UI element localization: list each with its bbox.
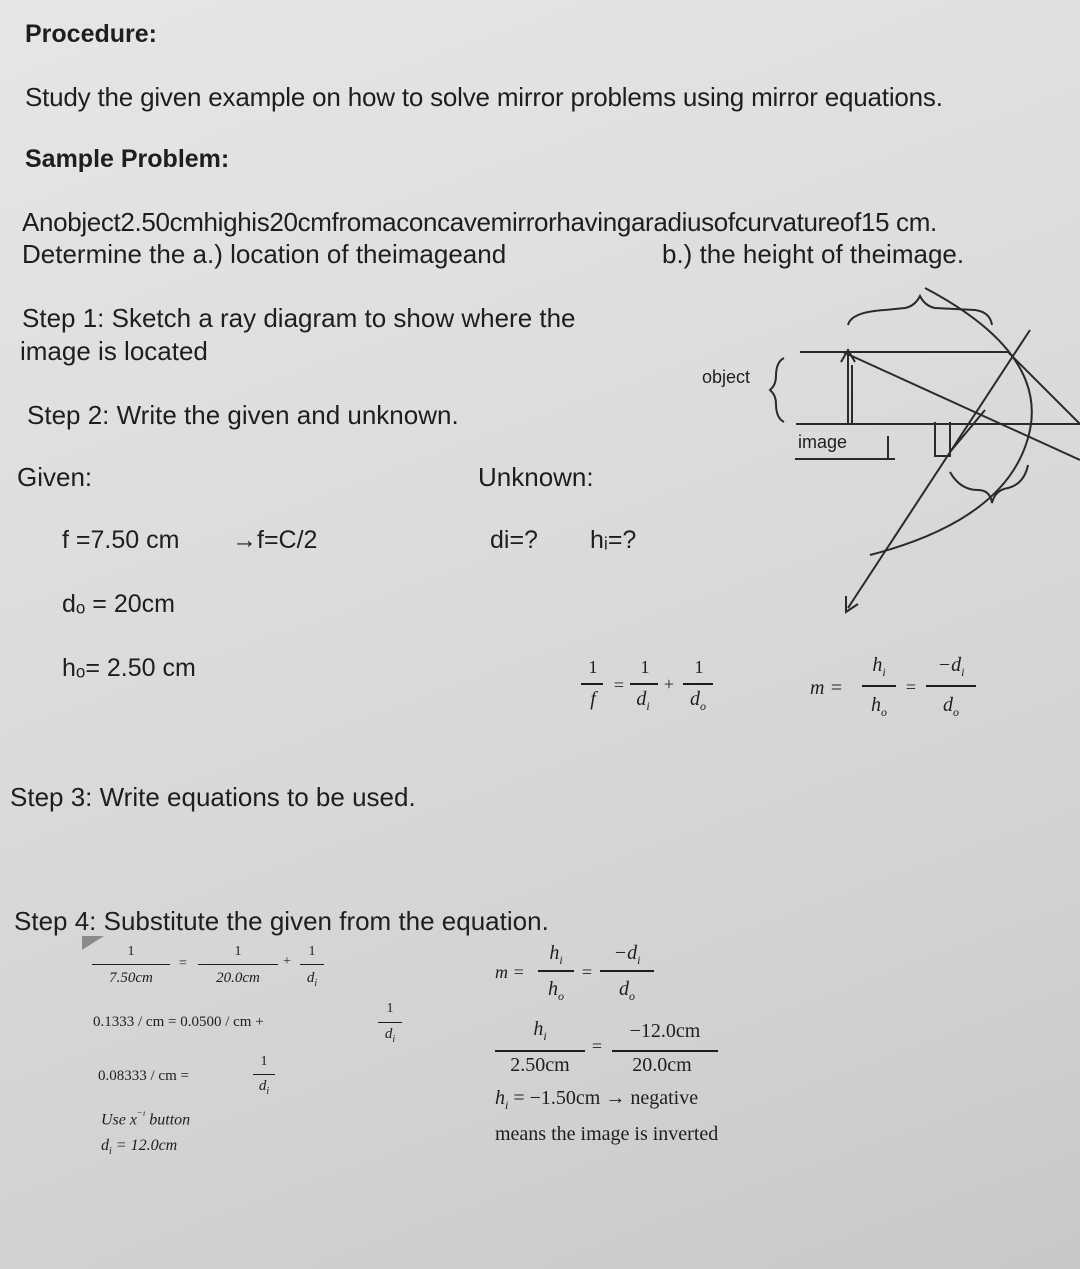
step1-line2: image is located <box>20 336 208 366</box>
procedure-heading: Procedure: <box>25 20 157 48</box>
given-f: f =7.50 cm <box>62 526 180 554</box>
given-do: dₒ = 20cm <box>62 590 175 618</box>
given-f-note: →f=C/2 <box>232 526 318 554</box>
problem-statement-line1: Anobject2.50cmhighis20cmfromaconcavemirrorhavingaradiusofcurvatureof15 cm. <box>22 207 937 237</box>
sample-problem-heading: Sample Problem: <box>25 145 230 173</box>
unknown-hi: hᵢ=? <box>590 526 637 554</box>
reflected-ray <box>848 330 1030 608</box>
problem-statement-line2b: b.) the height of theimage. <box>662 239 965 269</box>
step2-text: Step 2: Write the given and unknown. <box>27 400 459 430</box>
top-brace <box>848 296 992 325</box>
step3-text: Step 3: Write equations to be used. <box>10 782 416 812</box>
given-label: Given: <box>17 462 93 492</box>
given-ho: hₒ= 2.50 cm <box>62 654 196 682</box>
intro-text: Study the given example on how to solve mirror problems using mirror equations. <box>25 82 943 112</box>
unknown-di: di=? <box>490 526 538 554</box>
step4-text: Step 4: Substitute the given from the equation. <box>14 906 549 936</box>
problem-statement-line2a: Determine the a.) location of theimageand <box>22 239 507 269</box>
step1-line1: Step 1: Sketch a ray diagram to show where the <box>22 303 576 333</box>
unknown-label: Unknown: <box>478 462 594 492</box>
concave-mirror-arc <box>870 288 1032 555</box>
image-label: image <box>798 432 848 452</box>
object-brace <box>770 358 784 422</box>
object-label: object <box>702 367 751 387</box>
